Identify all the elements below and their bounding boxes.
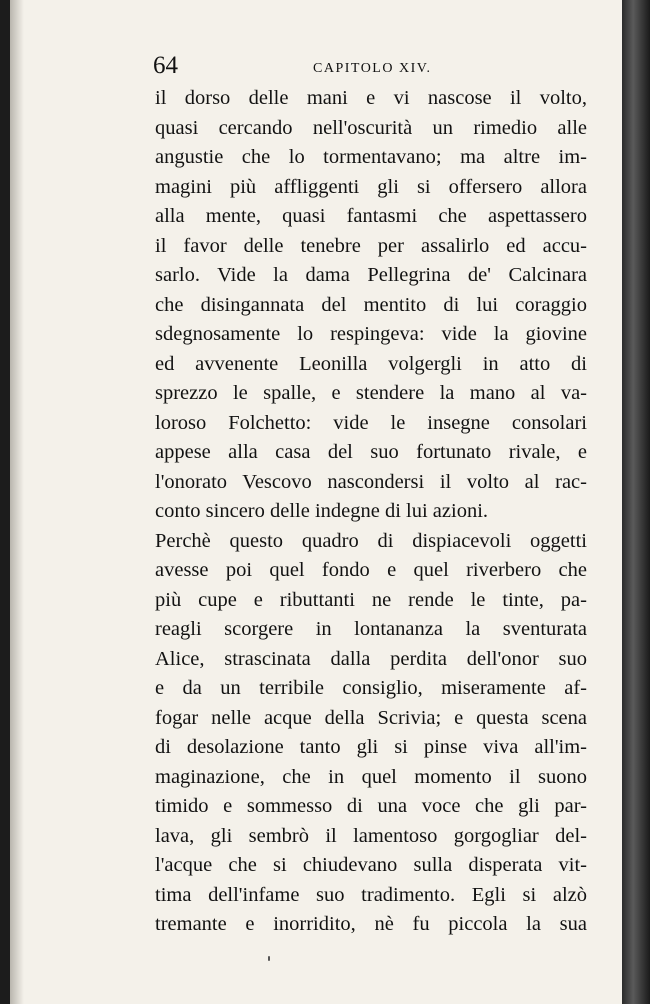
page-header (153, 52, 573, 84)
text-line: il dorso delle mani e vi nascose il volto, (155, 87, 587, 109)
text-line: di desolazione tanto gli si pinse viva all'im- (155, 736, 587, 758)
text-line: Alice, strascinata dalla perdita dell'onor suo (155, 647, 587, 670)
text-line: tremante e inorridito, nè fu piccola la sua (155, 913, 587, 935)
text-line: e da un terribile consiglio, miseramente af- (155, 677, 587, 699)
text-line: avesse poi quel fondo e quel riverbero che (155, 559, 587, 581)
text-line: maginazione, che in quel momento il suono (155, 765, 587, 788)
text-line: reagli scorgere in lontananza la sventurata (155, 618, 587, 640)
text-line: più cupe e ributtanti ne rende le tinte, pa- (155, 588, 587, 611)
text-line: sarlo. Vide la dama Pellegrina de' Calcinara (155, 264, 587, 286)
text-line: angustie che lo tormentavano; ma altre im- (155, 146, 587, 168)
body-text (155, 84, 587, 940)
running-head: CAPITOLO XIV. (313, 61, 432, 76)
text-line: ed avvenente Leonilla volgergli in atto di (155, 352, 587, 375)
text-line: conto sincero delle indegne di lui azioni. (155, 500, 489, 522)
page-number: 64 (153, 52, 178, 79)
text-line: magini più affliggenti gli si offersero allora (155, 175, 587, 198)
text-line: loroso Folchetto: vide le insegne consolari (155, 411, 587, 434)
text-line: fogar nelle acque della Scrivia; e questa scena (155, 706, 587, 729)
text-line: appese alla casa del suo fortunato rivale, e (155, 441, 587, 463)
text-line: sprezzo le spalle, e stendere la mano al va- (155, 382, 587, 404)
text-line: il favor delle tenebre per assalirlo ed accu- (155, 234, 587, 257)
book-page (10, 0, 622, 1004)
text-line: tima dell'infame suo tradimento. Egli si alzò (155, 883, 587, 906)
text-line: l'acque che si chiudevano sulla disperata vit- (155, 854, 587, 876)
gutter-shadow (10, 0, 24, 1004)
text-line: lava, gli sembrò il lamentoso gorgogliar del- (155, 824, 587, 847)
text-line: quasi cercando nell'oscurità un rimedio alle (155, 116, 587, 139)
text-line: che disingannata del mentito di lui coraggio (155, 293, 587, 316)
text-line: alla mente, quasi fantasmi che aspettassero (155, 205, 587, 227)
text-line: l'onorato Vescovo nascondersi il volto al rac- (155, 470, 587, 493)
text-line: Perchè questo quadro di dispiacevoli oggetti (155, 529, 587, 552)
ink-speck (268, 956, 270, 961)
text-line: timido e sommesso di una voce che gli par- (155, 795, 587, 817)
adjacent-page-edge (622, 0, 650, 1004)
text-line: sdegnosamente lo respingeva: vide la giovine (155, 323, 587, 345)
